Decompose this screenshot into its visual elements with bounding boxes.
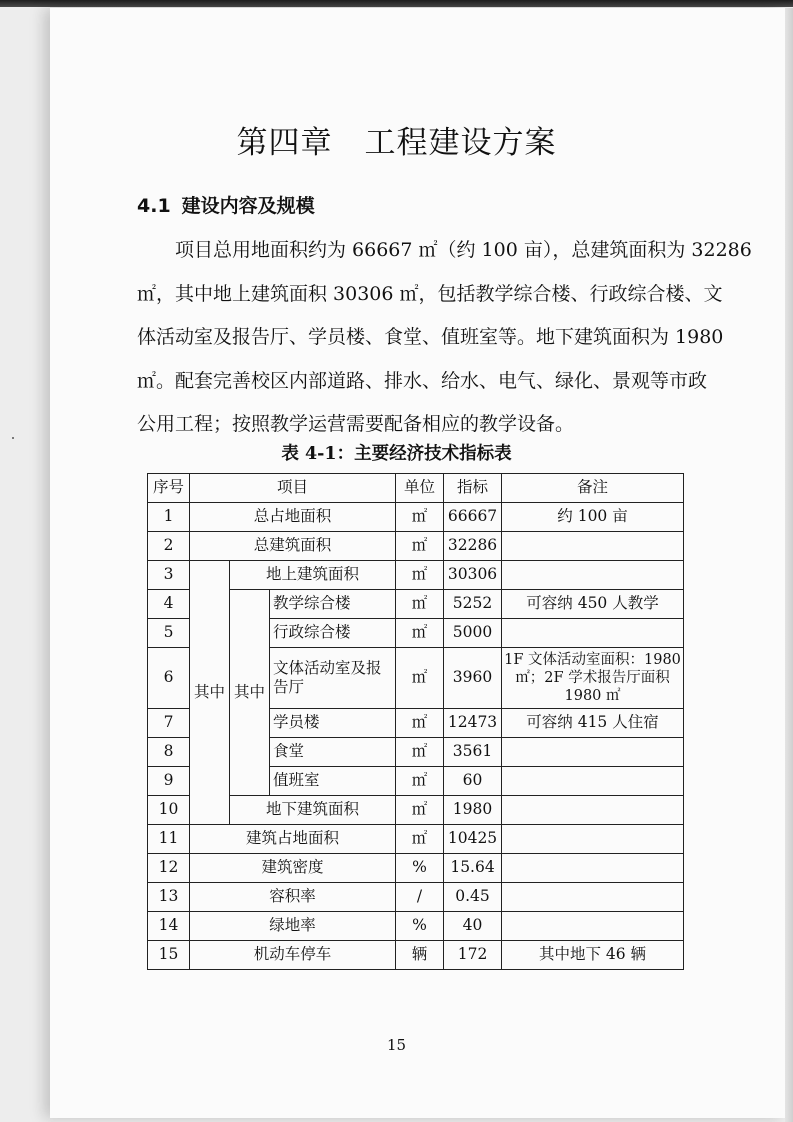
section-heading — [137, 191, 315, 218]
cell-item: 总占地面积 — [190, 503, 396, 532]
table-row — [148, 912, 684, 941]
cell-no: 10 — [148, 796, 190, 825]
cell-item: 建筑占地面积 — [190, 825, 396, 854]
cell-no: 9 — [148, 767, 190, 796]
cell-value: 3561 — [444, 738, 502, 767]
section-number: 4.1 — [137, 195, 171, 217]
header-remark: 备注 — [502, 474, 684, 503]
paragraph-line: 项目总用地面积约为 66667 ㎡（约 100 亩），总建筑面积为 32286 — [175, 239, 752, 261]
cell-value: 66667 — [444, 503, 502, 532]
page-number: 15 — [386, 1036, 407, 1054]
cell-no: 12 — [148, 854, 190, 883]
indicator-table — [147, 473, 684, 970]
group-label-inner: 其中 — [230, 590, 270, 796]
cell-unit: % — [396, 854, 444, 883]
chapter-title: 第四章 工程建设方案 — [236, 125, 557, 161]
cell-no: 1 — [148, 503, 190, 532]
cell-remark: 可容纳 415 人住宿 — [502, 709, 684, 738]
cell-value: 3960 — [444, 648, 502, 709]
cell-remark — [502, 738, 684, 767]
cell-unit: 辆 — [396, 941, 444, 970]
table-row — [148, 854, 684, 883]
header-no: 序号 — [148, 474, 190, 503]
cell-unit: ㎡ — [396, 738, 444, 767]
cell-remark — [502, 619, 684, 648]
cell-item: 文体活动室及报告厅 — [270, 648, 396, 709]
cell-item: 地上建筑面积 — [230, 561, 396, 590]
paragraph-line: ㎡，其中地上建筑面积 30306 ㎡，包括教学综合楼、行政综合楼、文 — [137, 282, 723, 305]
cell-no: 6 — [148, 648, 190, 709]
cell-no: 7 — [148, 709, 190, 738]
cell-value: 32286 — [444, 532, 502, 561]
cell-remark: 可容纳 450 人教学 — [502, 590, 684, 619]
cell-value: 12473 — [444, 709, 502, 738]
cell-unit: ㎡ — [396, 648, 444, 709]
table-row — [148, 883, 684, 912]
cell-remark — [502, 561, 684, 590]
cell-item: 食堂 — [270, 738, 396, 767]
cell-item: 地下建筑面积 — [230, 796, 396, 825]
header-item: 项目 — [190, 474, 396, 503]
cell-remark — [502, 854, 684, 883]
cell-value: 15.64 — [444, 854, 502, 883]
cell-no: 14 — [148, 912, 190, 941]
table-row — [148, 503, 684, 532]
cell-unit: ㎡ — [396, 709, 444, 738]
cell-remark — [502, 912, 684, 941]
cell-item: 学员楼 — [270, 709, 396, 738]
cell-remark — [502, 767, 684, 796]
cell-no: 2 — [148, 532, 190, 561]
paragraph-line: 公用工程；按照教学运营需要配备相应的教学设备。 — [137, 413, 575, 436]
cell-unit: ㎡ — [396, 532, 444, 561]
table-row — [148, 532, 684, 561]
cell-unit: ㎡ — [396, 825, 444, 854]
cell-value: 5252 — [444, 590, 502, 619]
cell-unit: / — [396, 883, 444, 912]
cell-item: 容积率 — [190, 883, 396, 912]
cell-item: 绿地率 — [190, 912, 396, 941]
scan-top-edge — [0, 0, 793, 7]
cell-no: 13 — [148, 883, 190, 912]
cell-value: 5000 — [444, 619, 502, 648]
cell-unit: ㎡ — [396, 561, 444, 590]
cell-value: 10425 — [444, 825, 502, 854]
paragraph-line: 体活动室及报告厅、学员楼、食堂、值班室等。地下建筑面积为 1980 — [137, 326, 724, 349]
cell-value: 60 — [444, 767, 502, 796]
cell-remark: 约 100 亩 — [502, 503, 684, 532]
cell-unit: ㎡ — [396, 796, 444, 825]
cell-value: 0.45 — [444, 883, 502, 912]
scan-speck — [12, 437, 14, 439]
cell-value: 1980 — [444, 796, 502, 825]
cell-remark — [502, 825, 684, 854]
body-paragraph — [137, 229, 752, 447]
cell-unit: ㎡ — [396, 590, 444, 619]
cell-remark: 1F 文体活动室面积：1980 ㎡；2F 学术报告厅面积 1980 ㎡ — [502, 648, 684, 709]
cell-remark — [502, 532, 684, 561]
cell-no: 3 — [148, 561, 190, 590]
table-caption: 表 4-1：主要经济技术指标表 — [281, 444, 512, 464]
cell-no: 4 — [148, 590, 190, 619]
cell-item: 值班室 — [270, 767, 396, 796]
cell-unit: % — [396, 912, 444, 941]
cell-unit: ㎡ — [396, 767, 444, 796]
cell-remark — [502, 796, 684, 825]
section-title: 建设内容及规模 — [181, 195, 315, 217]
cell-item: 行政综合楼 — [270, 619, 396, 648]
cell-item: 教学综合楼 — [270, 590, 396, 619]
table-header-row — [148, 474, 684, 503]
table-row — [148, 825, 684, 854]
cell-no: 5 — [148, 619, 190, 648]
cell-no: 15 — [148, 941, 190, 970]
paragraph-line: ㎡。配套完善校区内部道路、排水、给水、电气、绿化、景观等市政 — [137, 369, 708, 392]
table-row — [148, 941, 684, 970]
cell-value: 40 — [444, 912, 502, 941]
table-row — [148, 561, 684, 590]
header-unit: 单位 — [396, 474, 444, 503]
cell-item: 机动车停车 — [190, 941, 396, 970]
scan-right-edge — [785, 8, 793, 1122]
cell-item: 建筑密度 — [190, 854, 396, 883]
cell-unit: ㎡ — [396, 619, 444, 648]
cell-no: 8 — [148, 738, 190, 767]
cell-value: 30306 — [444, 561, 502, 590]
cell-remark: 其中地下 46 辆 — [502, 941, 684, 970]
header-value: 指标 — [444, 474, 502, 503]
cell-item: 总建筑面积 — [190, 532, 396, 561]
cell-value: 172 — [444, 941, 502, 970]
cell-unit: ㎡ — [396, 503, 444, 532]
cell-remark — [502, 883, 684, 912]
cell-no: 11 — [148, 825, 190, 854]
group-label-outer: 其中 — [190, 561, 230, 825]
